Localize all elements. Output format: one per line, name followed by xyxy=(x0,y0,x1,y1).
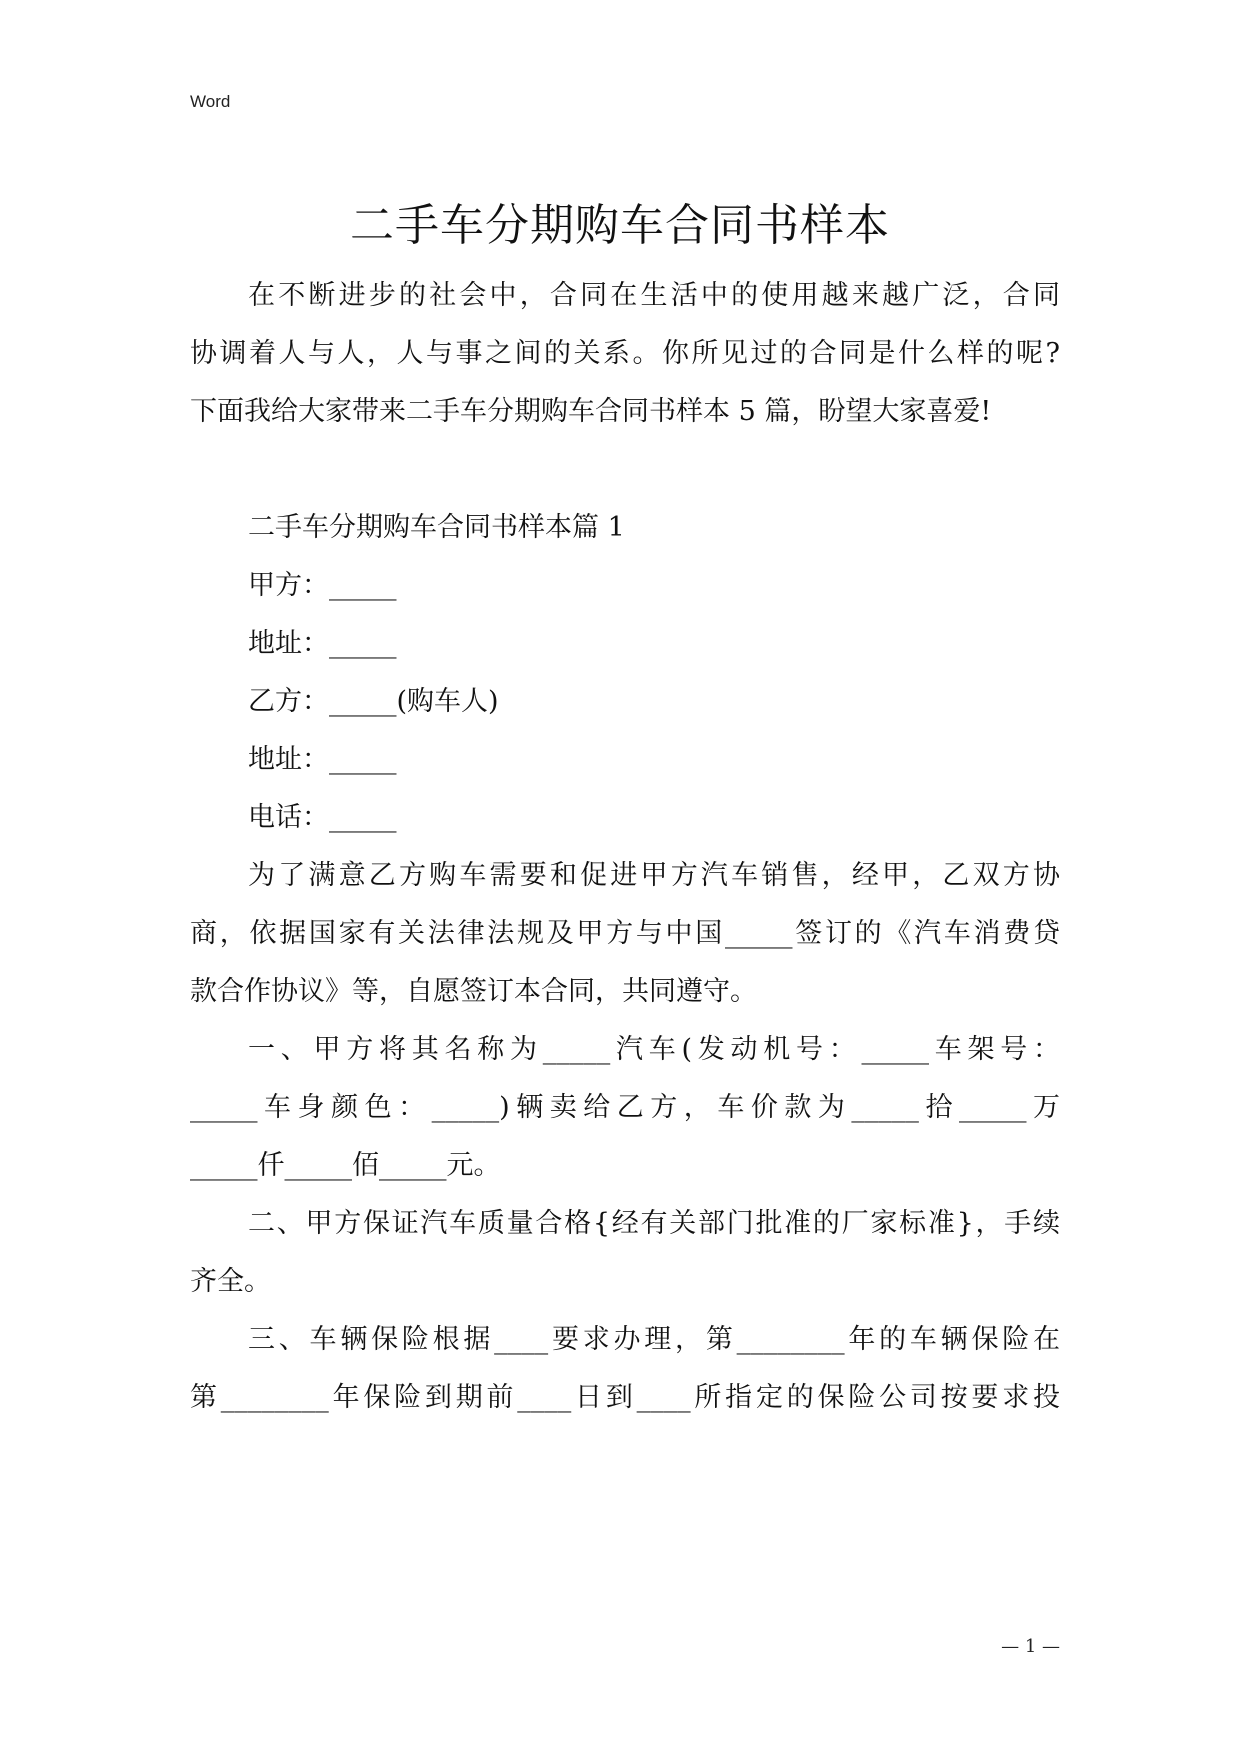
preamble-line-1: 为了满意乙方购车需要和促进甲方汽车销售，经甲，乙双方协 xyxy=(248,860,1060,891)
intro-line-1: 在不断进步的社会中，合同在生活中的使用越来越广泛，合同 xyxy=(248,280,1060,311)
clause-1-line-3: _____仟_____佰_____元。 xyxy=(190,1150,501,1181)
preamble-line-2: 商，依据国家有关法律法规及甲方与中国_____签订的《汽车消费贷 xyxy=(190,918,1060,949)
field-address-a: 地址：_____ xyxy=(248,628,397,659)
clause-3-line-1: 三、车辆保险根据____要求办理，第________年的车辆保险在 xyxy=(248,1324,1060,1355)
page-number: — 1 — xyxy=(1001,1636,1060,1657)
field-party-a: 甲方：_____ xyxy=(248,570,397,601)
field-party-b: 乙方：_____(购车人) xyxy=(248,686,499,717)
page-header-label: Word xyxy=(190,92,231,111)
clause-1-line-1: 一、甲方将其名称为_____汽车(发动机号：_____车架号： xyxy=(248,1034,1060,1065)
field-phone: 电话：_____ xyxy=(248,802,397,833)
section-heading: 二手车分期购车合同书样本篇 1 xyxy=(248,512,625,543)
intro-line-3: 下面我给大家带来二手车分期购车合同书样本 5 篇，盼望大家喜爱! xyxy=(190,396,992,427)
preamble-line-3: 款合作协议》等，自愿签订本合同，共同遵守。 xyxy=(190,976,757,1007)
intro-line-2: 协调着人与人，人与事之间的关系。你所见过的合同是什么样的呢? xyxy=(190,338,1060,369)
clause-3-line-2: 第________年保险到期前____日到____所指定的保险公司按要求投 xyxy=(190,1382,1060,1413)
clause-2-line-1: 二、甲方保证汽车质量合格{经有关部门批准的厂家标准}，手续 xyxy=(248,1208,1060,1239)
field-address-b: 地址：_____ xyxy=(248,744,397,775)
document-title: 二手车分期购车合同书样本 xyxy=(350,200,890,251)
clause-1-line-2: _____车身颜色：_____)辆卖给乙方，车价款为_____拾_____万 xyxy=(190,1092,1060,1123)
clause-2-line-2: 齐全。 xyxy=(190,1266,271,1297)
